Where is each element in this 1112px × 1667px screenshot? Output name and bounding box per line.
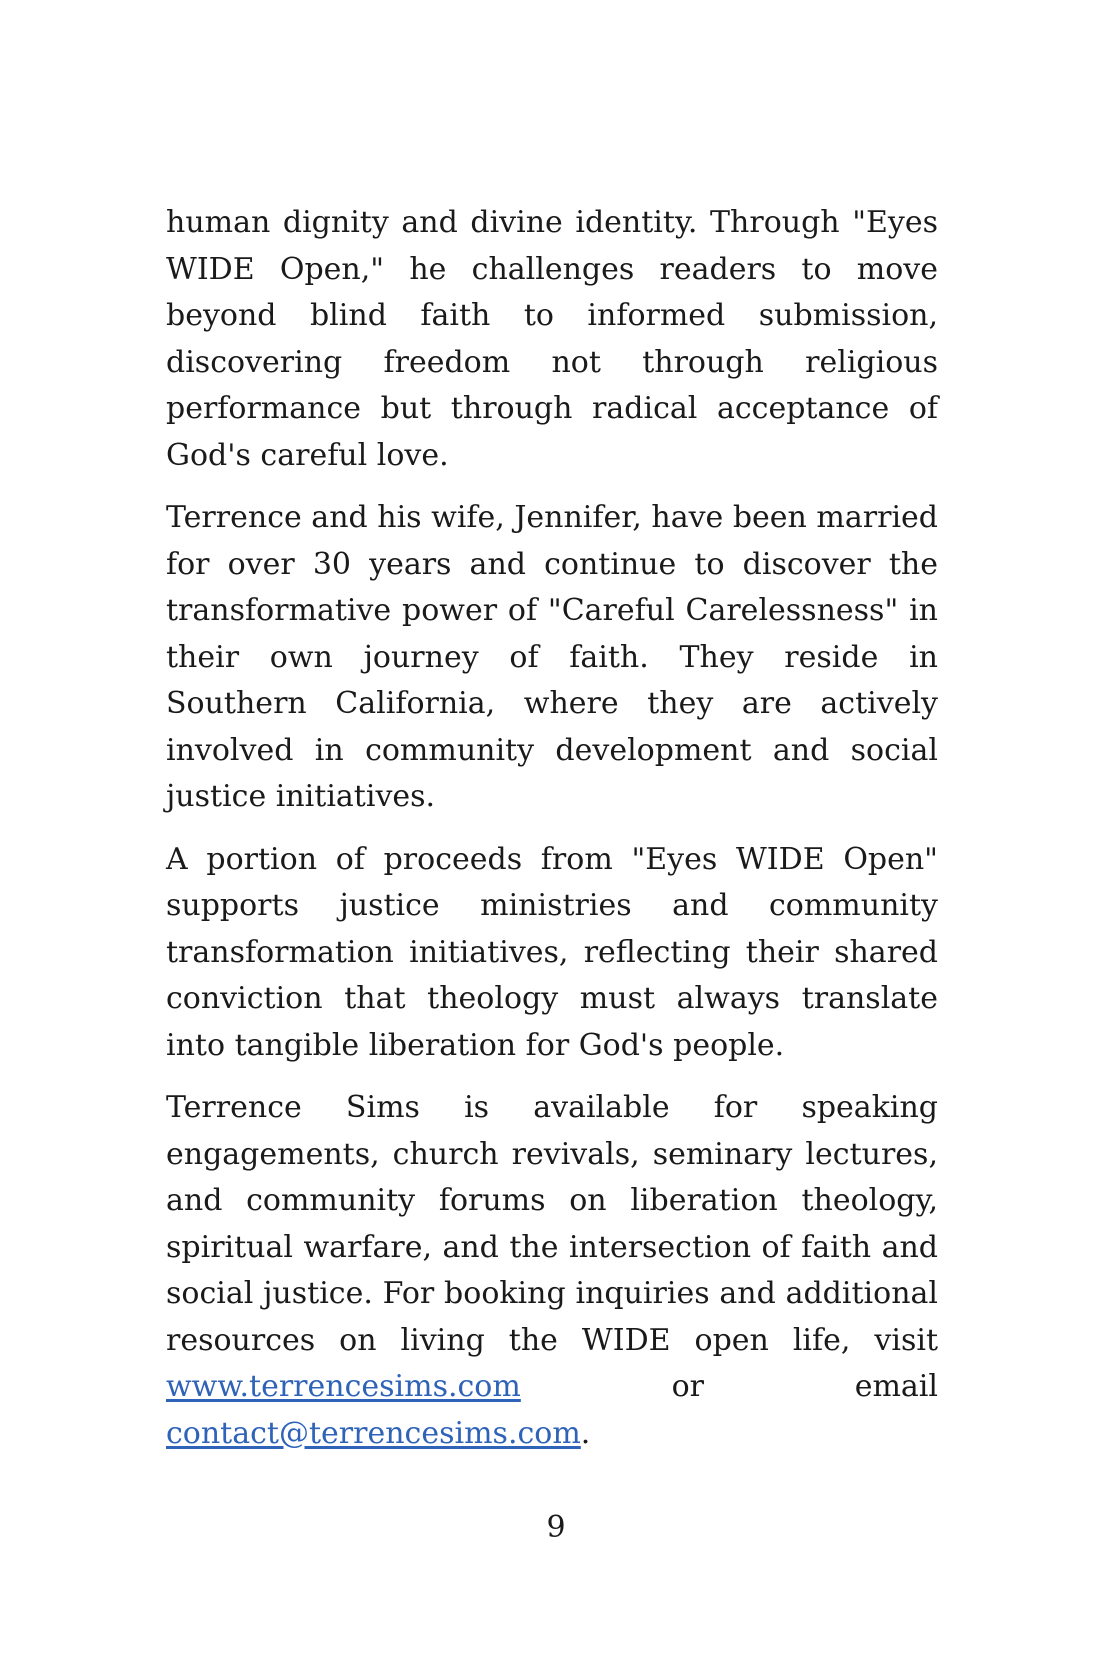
- paragraph-proceeds: A portion of proceeds from "Eyes WIDE Open" supports justice ministries and community transformation initiatives, reflecting their shared conviction that theology must always translate into tangible liberation for God's people.: [166, 841, 938, 1063]
- booking-text-or-email: or email: [520, 1369, 938, 1404]
- email-link[interactable]: contact@terrencesims.com: [166, 1415, 581, 1451]
- page-number: 9: [546, 1510, 566, 1545]
- body-text: [166, 200, 938, 1473]
- paragraph-booking: [166, 1085, 938, 1457]
- paragraph-author-bio: human dignity and divine identity. Through "Eyes WIDE Open," he challenges readers to move beyond blind faith to informed submission, discovering freedom not through religious performance but through radical acceptance of God's careful love.: [166, 205, 938, 473]
- booking-text: Terrence Sims is available for speaking engagements, church revivals, seminary lectures, and community forums on liberation theology, spiritual warfare, and the intersection of faith and social justice. For booking inquiries and additional resources on living the WIDE open life, visit: [166, 1090, 938, 1358]
- website-link[interactable]: www.terrencesims.com: [166, 1369, 521, 1404]
- booking-text-period: .: [580, 1415, 591, 1451]
- paragraph-marriage: Terrence and his wife, Jennifer, have been married for over 30 years and continue to discover the transformative power of "Careful Carelessness" in their own journey of faith. They reside in Southern California, where they are actively involved in community development and social justice initiatives.: [166, 500, 938, 814]
